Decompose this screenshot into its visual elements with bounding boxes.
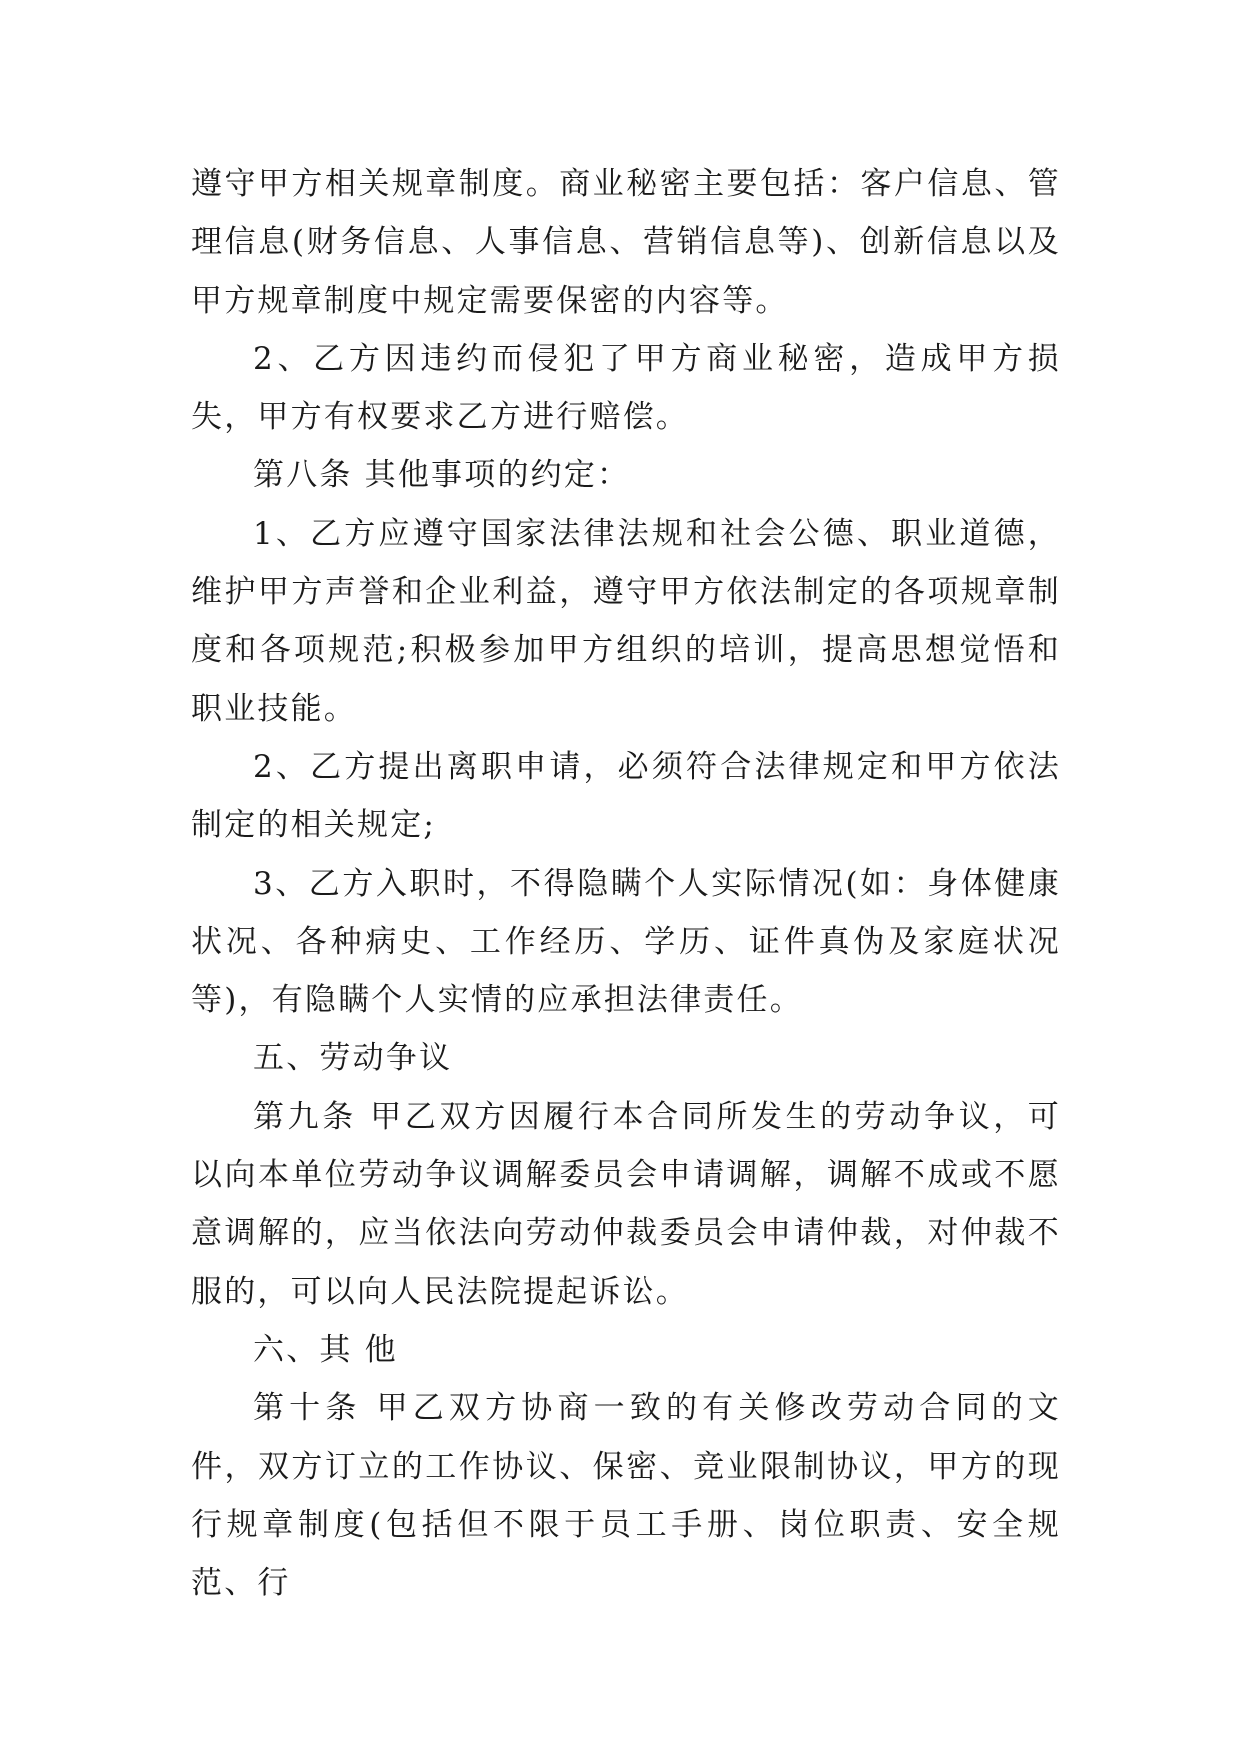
paragraph-trade-secret-scope: 遵守甲方相关规章制度。商业秘密主要包括：客户信息、管理信息(财务信息、人事信息、营销信息等)、创新信息以及甲方规章制度中规定需要保密的内容等。 xyxy=(191,166,1061,319)
paragraph-clause-2-compensation: 2、乙方因违约而侵犯了甲方商业秘密，造成甲方损失，甲方有权要求乙方进行赔偿。 xyxy=(191,340,1061,436)
section-6-heading: 六、其 他 xyxy=(253,1331,398,1368)
paragraph-article-8-item-2: 2、乙方提出离职申请，必须符合法律规定和甲方依法制定的相关规定; xyxy=(191,748,1061,844)
article-8-heading: 第八条 其他事项的约定： xyxy=(253,457,631,494)
paragraph-article-8-item-1: 1、乙方应遵守国家法律法规和社会公德、职业道德，维护甲方声誉和企业利益，遵守甲方依法制定的各项规章制度和各项规范;积极参加甲方组织的培训，提高思想觉悟和职业技能。 xyxy=(191,515,1061,727)
paragraph-article-10: 第十条 甲乙双方协商一致的有关修改劳动合同的文件，双方订立的工作协议、保密、竞业限制协议，甲方的现行规章制度(包括但不限于员工手册、岗位职责、安全规范、行 xyxy=(191,1390,1061,1602)
paragraph-article-9: 第九条 甲乙双方因履行本合同所发生的劳动争议，可以向本单位劳动争议调解委员会申请调解，调解不成或不愿意调解的，应当依法向劳动仲裁委员会申请仲裁，对仲裁不服的，可以向人民法院提起诉讼。 xyxy=(191,1098,1061,1310)
document-body xyxy=(191,155,1061,1612)
section-5-heading: 五、劳动争议 xyxy=(253,1040,453,1077)
paragraph-article-8-item-3: 3、乙方入职时，不得隐瞒个人实际情况(如：身体健康状况、各种病史、工作经历、学历、证件真伪及家庭状况等)，有隐瞒个人实情的应承担法律责任。 xyxy=(191,865,1061,1019)
